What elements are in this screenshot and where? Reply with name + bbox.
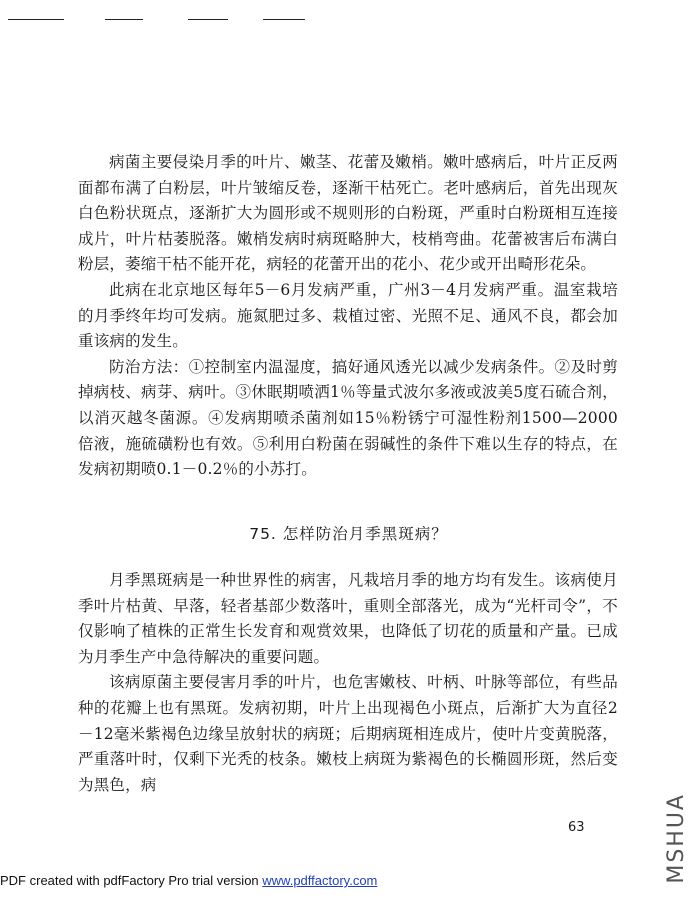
body-text-upper [78, 150, 618, 483]
page-number: 63 [568, 820, 585, 835]
footer-text: PDF created with pdfFactory Pro trial version [0, 873, 263, 888]
body-text-lower [78, 568, 618, 798]
section-heading: 75. 怎样防治月季黑斑病？ [249, 525, 448, 543]
paragraph: 此病在北京地区每年5－6月发病严重，广州3－4月发病严重。温室栽培的月季终年均可发病。施氮肥过多、栽植过密、光照不足、通风不良，都会加重该病的发生。 [78, 280, 618, 351]
top-rule [105, 19, 143, 20]
top-rule [188, 19, 228, 20]
paragraph: 病菌主要侵染月季的叶片、嫩茎、花蕾及嫩梢。嫩叶感病后，叶片正反两面都布满了白粉层，叶片皱缩反卷，逐渐干枯死亡。老叶感病后，首先出现灰白色粉状斑点，逐渐扩大为圆形或不规则形的白粉斑，严重时白粉斑相互连接成片，叶片枯萎脱落。嫩梢发病时病斑略肿大，枝梢弯曲。花蕾被害后布满白粉层，萎缩干枯不能开花，病轻的花蕾开出的花小、花少或开出畸形花朵。 [78, 153, 618, 274]
pdf-footer [0, 873, 377, 888]
pdffactory-link[interactable]: www.pdffactory.com [262, 873, 378, 888]
top-rule [263, 19, 305, 20]
watermark: MSHUA [664, 793, 689, 884]
top-rule-lines [0, 19, 697, 23]
paragraph: 防治方法：①控制室内温湿度，搞好通风透光以减少发病条件。②及时剪掉病枝、病芽、病叶。③休眠期喷洒1％等量式波尔多液或波美5度石硫合剂，以消灭越冬菌源。④发病期喷杀菌剂如15％粉锈宁可湿性粉剂1500—2000倍液，施硫磺粉也有效。⑤利用白粉菌在弱碱性的条件下难以生存的特点，在发病初期喷0.1－0.2％的小苏打。 [78, 357, 618, 479]
top-rule [8, 19, 64, 20]
paragraph: 月季黑斑病是一种世界性的病害，凡栽培月季的地方均有发生。该病使月季叶片枯黄、早落，轻者基部少数落叶，重则全部落光，成为“光杆司令”，不仅影响了植株的正常生长发育和观赏效果，也降低了切花的质量和产量。已成为月季生产中急待解决的重要问题。 [78, 571, 618, 666]
paragraph: 该病原菌主要侵害月季的叶片，也危害嫩枝、叶柄、叶脉等部位，有些品种的花瓣上也有黑斑。发病初期，叶片上出现褐色小斑点，后渐扩大为直径2－12毫米紫褐色边缘呈放射状的病斑；后期病斑相连成片，使叶片变黄脱落，严重落叶时，仅剩下光秃的枝条。嫩枝上病斑为紫褐色的长椭圆形斑，然后变为黑色，病 [78, 673, 618, 794]
